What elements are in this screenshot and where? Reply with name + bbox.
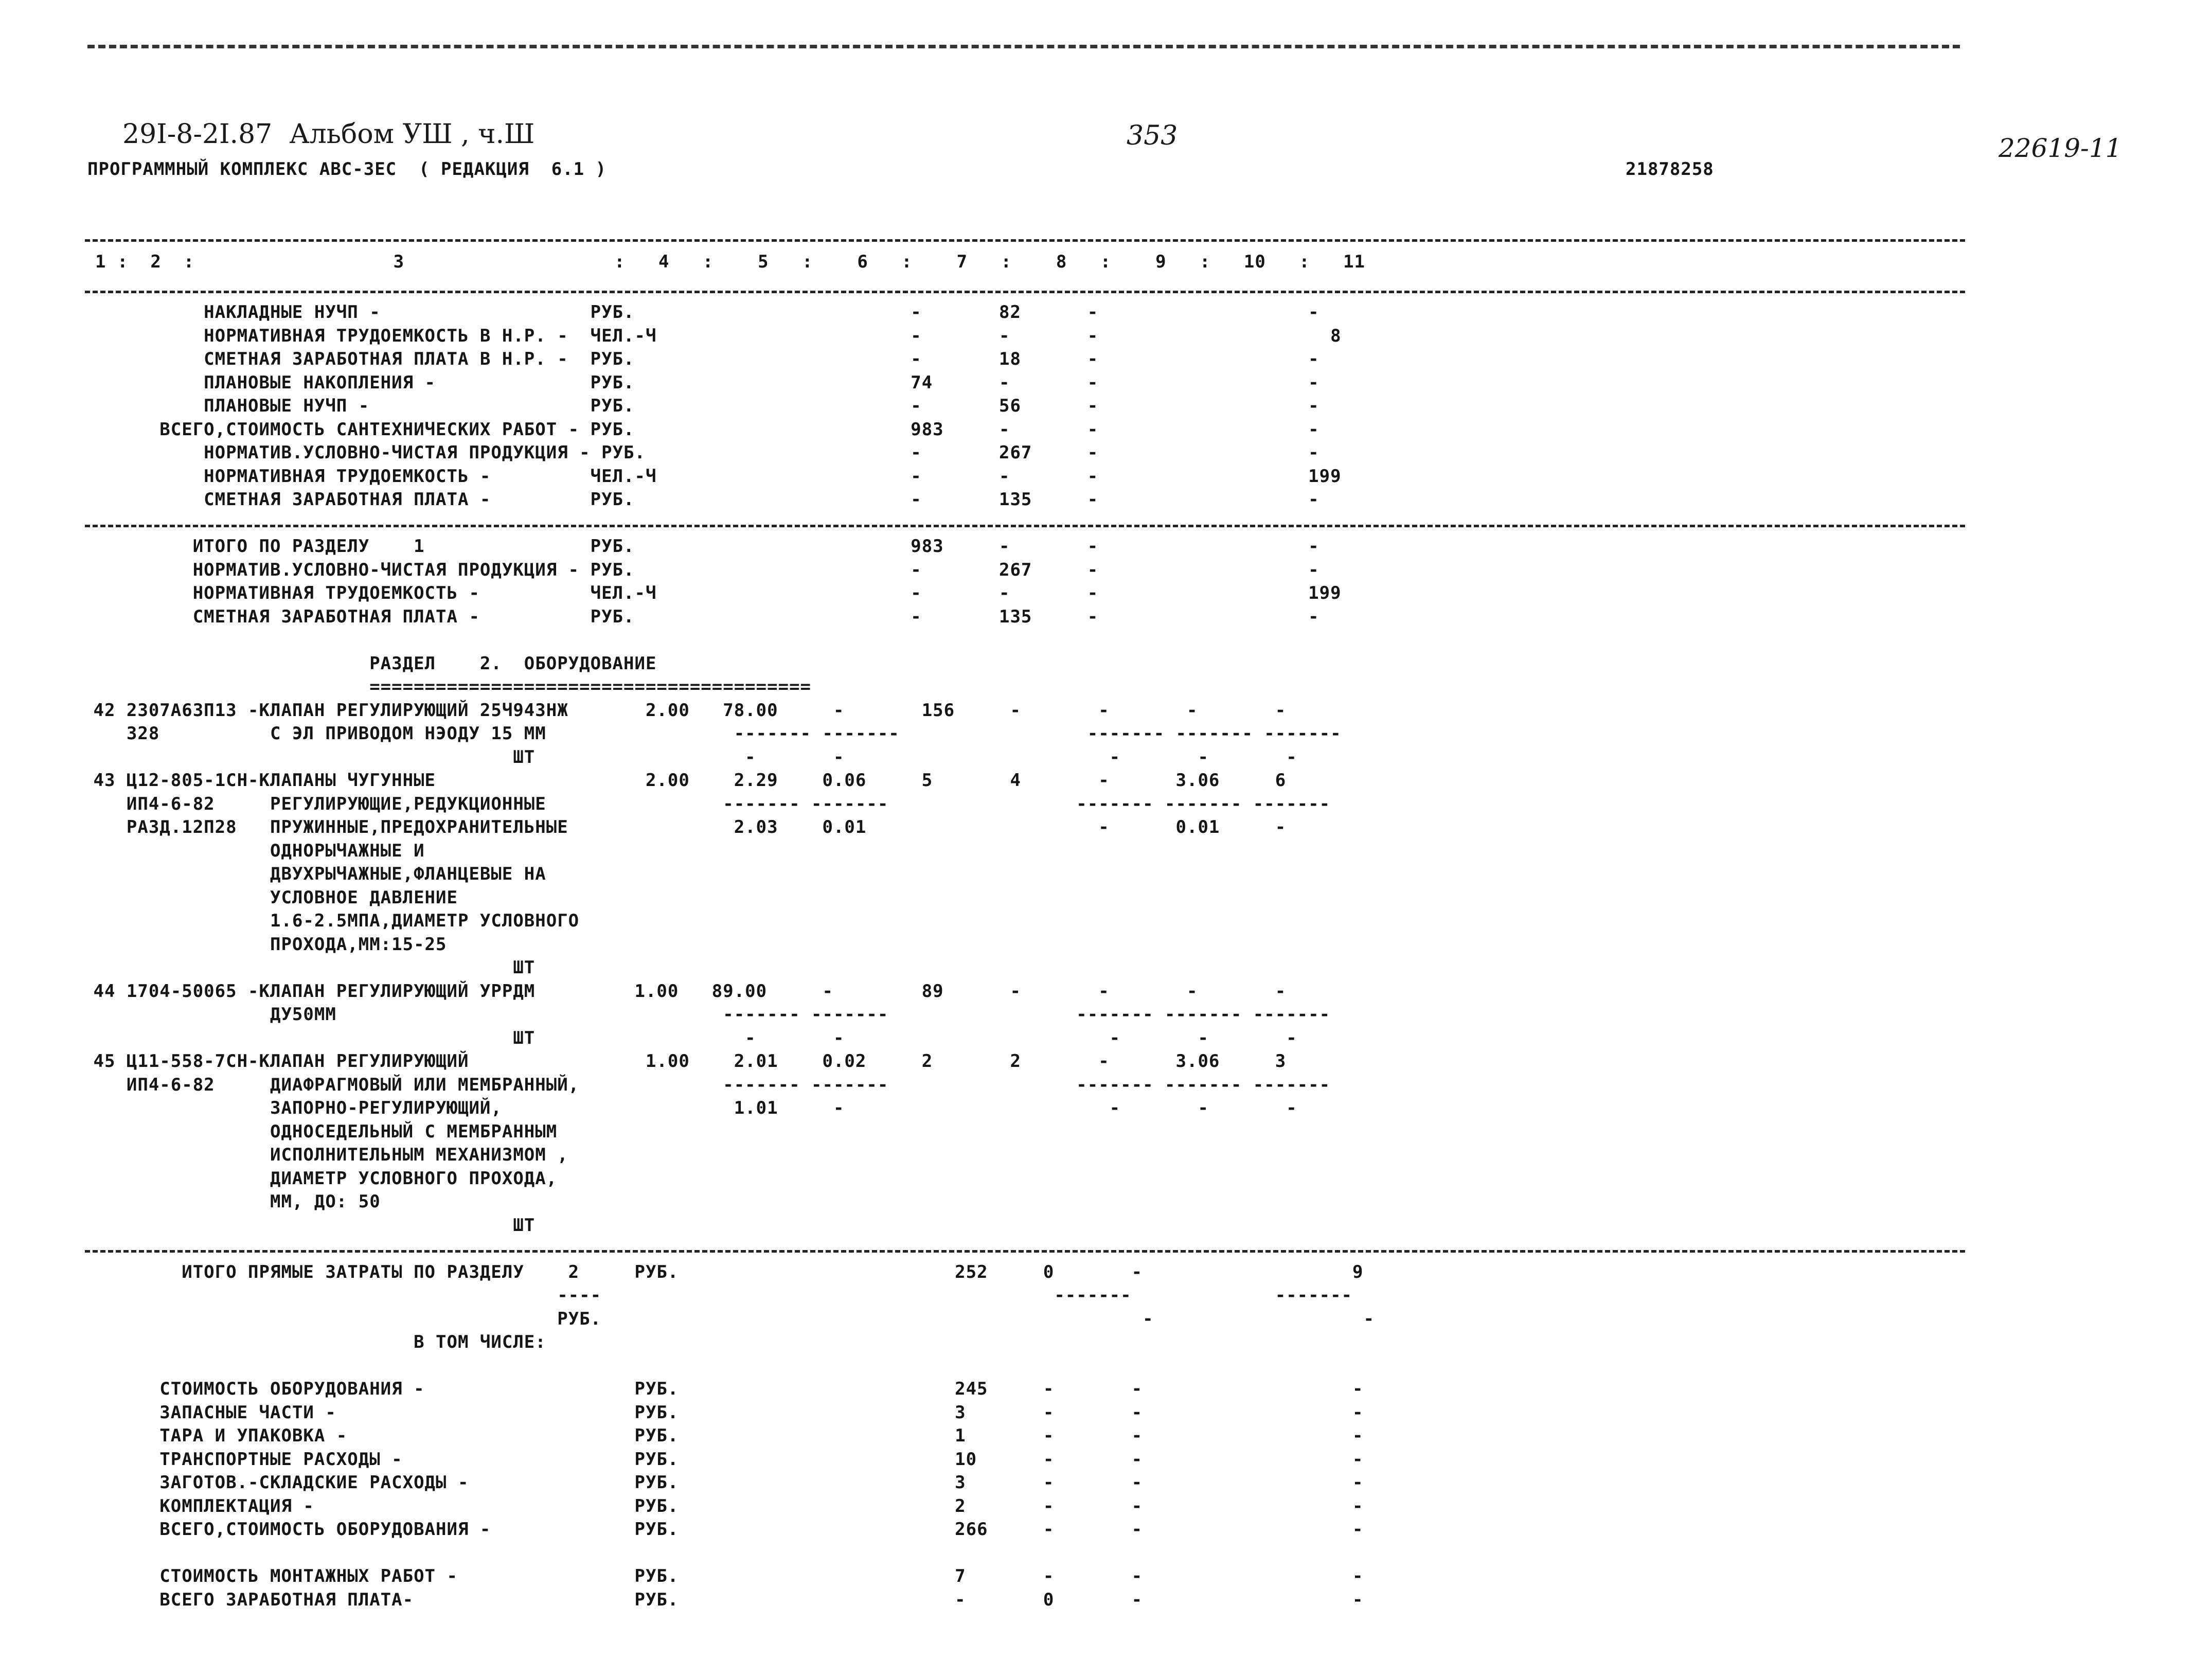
report-line: ММ, ДО: 50	[82, 1191, 381, 1212]
document-code: 29I-8-2I.87 Альбом УШ , ч.Ш	[122, 119, 535, 150]
section-rule	[85, 1250, 1965, 1253]
report-line: РУБ. - -	[82, 1309, 1375, 1329]
report-line: СМЕТНАЯ ЗАРАБОТНАЯ ПЛАТА В Н.Р. - РУБ. - 18 - -	[82, 349, 1319, 369]
report-line: ПЛАНОВЫЕ НУЧП - РУБ. - 56 - -	[82, 396, 1319, 416]
report-line: ЗАПОРНО-РЕГУЛИРУЮЩИЙ, 1.01 - - - -	[82, 1098, 1297, 1118]
report-line: УСЛОВНОЕ ДАВЛЕНИЕ	[82, 887, 458, 908]
report-line: РАЗДЕЛ 2. ОБОРУДОВАНИЕ	[82, 653, 657, 674]
report-line: 43 Ц12-805-1СН-КЛАПАНЫ ЧУГУННЫЕ 2.00 2.29 0.06 5 4 - 3.06 6	[82, 770, 1287, 791]
report-line: ДУ50ММ ------- ------- ------- ------- -------	[82, 1004, 1331, 1025]
report-line: В ТОМ ЧИСЛЕ:	[82, 1332, 546, 1352]
side-code: 22619-11	[1999, 133, 2122, 163]
column-header-row: 1 : 2 : 3 : 4 : 5 : 6 : 7 : 8 : 9 : 10 : 11	[95, 252, 1366, 272]
report-line: ТРАНСПОРТНЫЕ РАСХОДЫ - РУБ. 10 - - -	[82, 1449, 1364, 1470]
report-line: ШТ - - - - -	[82, 747, 1297, 768]
report-line: НАКЛАДНЫЕ НУЧП - РУБ. - 82 - -	[82, 302, 1319, 323]
report-line: НОРМАТИВНАЯ ТРУДОЕМКОСТЬ - ЧЕЛ.-Ч - - - 199	[82, 466, 1342, 487]
report-line: НОРМАТИВ.УСЛОВНО-ЧИСТАЯ ПРОДУКЦИЯ - РУБ. - 267 - -	[82, 560, 1319, 580]
report-line: ВСЕГО,СТОИМОСТЬ ОБОРУДОВАНИЯ - РУБ. 266 - - -	[82, 1519, 1364, 1540]
report-line: ИТОГО ПО РАЗДЕЛУ 1 РУБ. 983 - - -	[82, 536, 1319, 557]
report-line: КОМПЛЕКТАЦИЯ - РУБ. 2 - - -	[82, 1496, 1364, 1517]
report-line: ВСЕГО,СТОИМОСТЬ САНТЕХНИЧЕСКИХ РАБОТ - РУБ. 983 - - -	[82, 419, 1319, 440]
report-line: ИСПОЛНИТЕЛЬНЫМ МЕХАНИЗМОМ ,	[82, 1145, 568, 1165]
report-line: НОРМАТИВНАЯ ТРУДОЕМКОСТЬ - ЧЕЛ.-Ч - - - 199	[82, 583, 1342, 603]
report-line: СТОИМОСТЬ ОБОРУДОВАНИЯ - РУБ. 245 - - -	[82, 1379, 1364, 1399]
report-line: ШТ	[82, 1215, 536, 1236]
report-line: ========================================	[82, 676, 812, 697]
report-line: СМЕТНАЯ ЗАРАБОТНАЯ ПЛАТА - РУБ. - 135 - -	[82, 489, 1319, 510]
section-rule	[85, 525, 1965, 527]
report-line: 1.6-2.5МПА,ДИАМЕТР УСЛОВНОГО	[82, 911, 580, 931]
report-line: ИП4-6-82 ДИАФРАГМОВЫЙ ИЛИ МЕМБРАННЫЙ, ------- ------- ------- ------- -------	[82, 1075, 1331, 1095]
report-line: НОРМАТИВНАЯ ТРУДОЕМКОСТЬ В Н.Р. - ЧЕЛ.-Ч - - - 8	[82, 326, 1342, 346]
report-line: СТОИМОСТЬ МОНТАЖНЫХ РАБОТ - РУБ. 7 - - -	[82, 1566, 1364, 1586]
report-line: ЗАПАСНЫЕ ЧАСТИ - РУБ. 3 - - -	[82, 1402, 1364, 1423]
report-line: 42 2307А63П13 -КЛАПАН РЕГУЛИРУЮЩИЙ 25Ч943НЖ 2.00 78.00 - 156 - - - -	[82, 700, 1287, 721]
report-line: ПЛАНОВЫЕ НАКОПЛЕНИЯ - РУБ. 74 - - -	[82, 372, 1319, 393]
program-title: ПРОГРАММНЫЙ КОМПЛЕКС АВС-ЗЕС ( РЕДАКЦИЯ 6.1 )	[87, 159, 607, 180]
report-line: ---- ------- -------	[82, 1285, 1353, 1306]
report-line: СМЕТНАЯ ЗАРАБОТНАЯ ПЛАТА - РУБ. - 135 - -	[82, 606, 1319, 627]
report-line: ШТ - - - - -	[82, 1028, 1297, 1048]
report-line: ВСЕГО ЗАРАБОТНАЯ ПЛАТА- РУБ. - 0 - -	[82, 1590, 1364, 1610]
report-line: ДИАМЕТР УСЛОВНОГО ПРОХОДА,	[82, 1168, 558, 1189]
page-number: 353	[1127, 120, 1178, 151]
report-line: 45 Ц11-558-7СН-КЛАПАН РЕГУЛИРУЮЩИЙ 1.00 2.01 0.02 2 2 - 3.06 3	[82, 1051, 1287, 1072]
column-header-bottom-rule	[85, 291, 1965, 293]
report-line: ЗАГОТОВ.-СКЛАДСКИЕ РАСХОДЫ - РУБ. 3 - - -	[82, 1472, 1364, 1493]
report-line: 44 1704-50065 -КЛАПАН РЕГУЛИРУЮЩИЙ УРРДМ 1.00 89.00 - 89 - - - -	[82, 981, 1287, 1002]
report-line: РАЗД.12П28 ПРУЖИННЫЕ,ПРЕДОХРАНИТЕЛЬНЫЕ 2.03 0.01 - 0.01 -	[82, 817, 1287, 837]
document-id: 21878258	[1626, 159, 1714, 180]
report-line: ШТ	[82, 957, 536, 978]
report-line: ИТОГО ПРЯМЫЕ ЗАТРАТЫ ПО РАЗДЕЛУ 2 РУБ. 252 0 - 9	[82, 1262, 1364, 1282]
report-line: ОДНОСЕДЕЛЬНЫЙ С МЕМБРАННЫМ	[82, 1121, 558, 1142]
report-line: ОДНОРЫЧАЖНЫЕ И	[82, 841, 425, 861]
report-line: НОРМАТИВ.УСЛОВНО-ЧИСТАЯ ПРОДУКЦИЯ - РУБ. - 267 - -	[82, 442, 1319, 463]
report-line: ТАРА И УПАКОВКА - РУБ. 1 - - -	[82, 1425, 1364, 1446]
report-line: 328 С ЭЛ ПРИВОДОМ НЭОДУ 15 ММ ------- ------- ------- ------- -------	[82, 723, 1342, 744]
top-tear-line	[87, 45, 1960, 48]
report-line: ДВУХРЫЧАЖНЫЕ,ФЛАНЦЕВЫЕ НА	[82, 864, 546, 884]
table-top-rule	[85, 239, 1965, 242]
report-line: ПРОХОДА,ММ:15-25	[82, 934, 447, 955]
report-line: ИП4-6-82 РЕГУЛИРУЮЩИЕ,РЕДУКЦИОННЫЕ ------- ------- ------- ------- -------	[82, 794, 1331, 814]
